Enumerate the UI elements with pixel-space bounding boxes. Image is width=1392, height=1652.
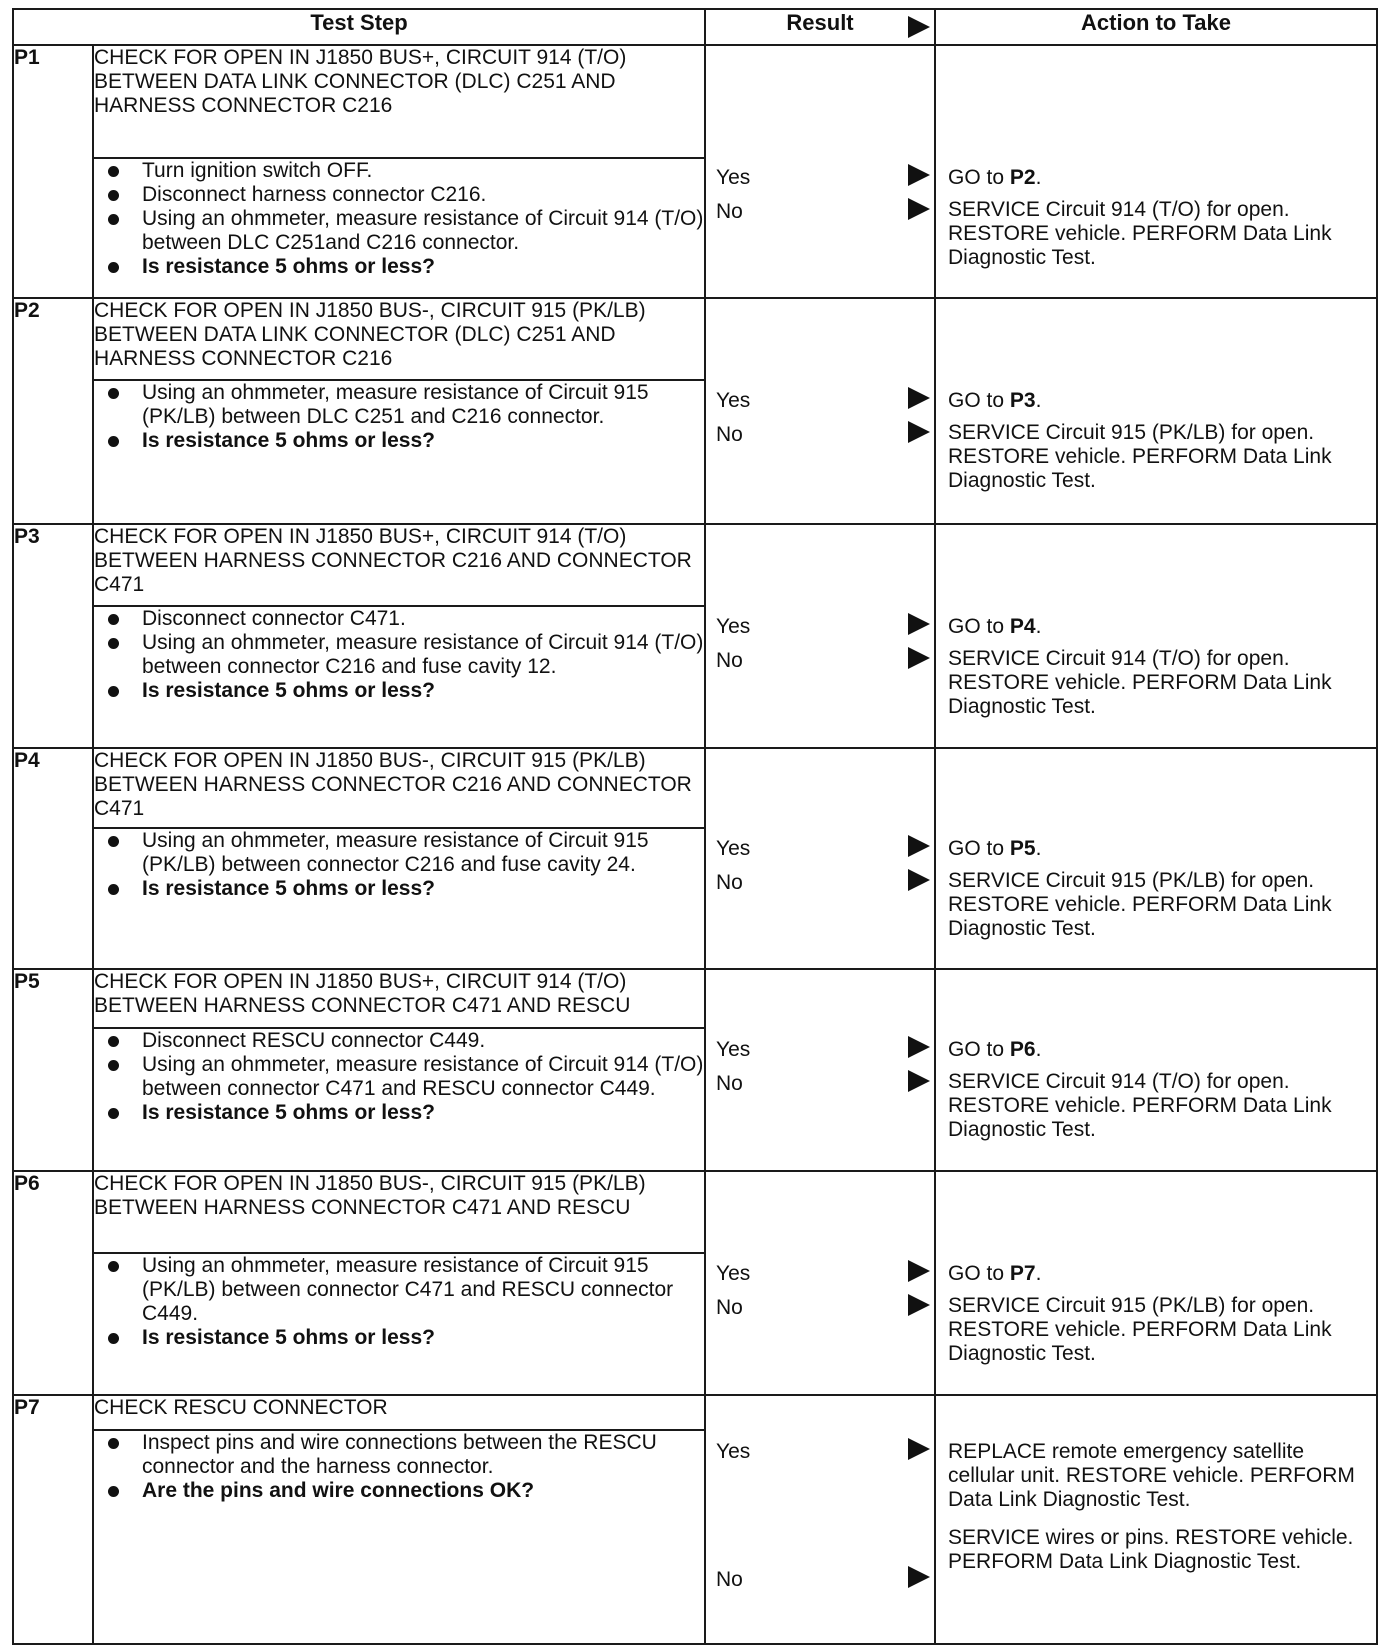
result-no [716, 869, 934, 903]
action-yes [948, 1440, 1368, 1512]
arrow-icon [908, 16, 930, 38]
action-options [948, 615, 1368, 719]
action-yes-suffix: . [1035, 166, 1042, 189]
arrow-icon [908, 387, 930, 409]
step-question: Are the pins and wire connections OK? [94, 1479, 704, 1503]
step-title: CHECK FOR OPEN IN J1850 BUS+, CIRCUIT 914 (T/O) BETWEEN HARNESS CONNECTOR C471 AND RESCU [93, 969, 705, 1028]
result-cell [705, 1171, 935, 1394]
instruction-item: Disconnect RESCU connector C449. [94, 1029, 704, 1053]
step-question: Is resistance 5 ohms or less? [94, 255, 704, 279]
step-question: Is resistance 5 ohms or less? [94, 429, 704, 453]
action-yes-suffix: . [1035, 1262, 1042, 1286]
result-yes-label: Yes [716, 1037, 751, 1061]
arrow-icon [908, 1566, 930, 1588]
action-no: SERVICE Circuit 914 (T/O) for open. RESTORE vehicle. PERFORM Data Link Diagnostic Test. [948, 646, 1332, 718]
action-cell [935, 748, 1377, 968]
action-options [948, 389, 1368, 493]
step-number: P5 [13, 969, 93, 1172]
action-no: SERVICE Circuit 914 (T/O) for open. RESTORE vehicle. PERFORM Data Link Diagnostic Test. [948, 1069, 1332, 1141]
step-number: P2 [13, 298, 93, 524]
arrow-icon [908, 164, 930, 186]
arrow-icon [908, 1260, 930, 1282]
instruction-item: Using an ohmmeter, measure resistance of Circuit 914 (T/O) between DLC C251and C216 connector. [94, 207, 704, 255]
action-yes-ref: P4 [1009, 614, 1036, 638]
step-instructions [93, 606, 705, 748]
result-no [716, 198, 934, 232]
header-action: Action to Take [935, 9, 1377, 45]
action-yes-ref: P3 [1009, 389, 1036, 413]
header-result-label: Result [786, 10, 854, 35]
result-no [716, 1070, 934, 1104]
instruction-list [94, 1254, 704, 1350]
instruction-item: Inspect pins and wire connections between the RESCU connector and the harness connector. [94, 1431, 704, 1479]
instruction-item: Using an ohmmeter, measure resistance of Circuit 915 (PK/LB) between connector C471 and RESCU connector C449. [94, 1254, 704, 1326]
instruction-item: Using an ohmmeter, measure resistance of Circuit 914 (T/O) between connector C216 and fuse cavity 12. [94, 631, 704, 679]
result-no [716, 1566, 934, 1600]
instruction-list [94, 829, 704, 901]
action-no: SERVICE Circuit 914 (T/O) for open. RESTORE vehicle. PERFORM Data Link Diagnostic Test. [948, 198, 1332, 269]
action-no: SERVICE wires or pins. RESTORE vehicle. PERFORM Data Link Diagnostic Test. [948, 1525, 1354, 1573]
result-cell [705, 748, 935, 968]
result-options [716, 1260, 934, 1328]
action-yes-text: REPLACE remote emergency satellite cellular unit. RESTORE vehicle. PERFORM Data Link Diagnostic Test. [948, 1439, 1355, 1511]
arrow-icon [908, 1294, 930, 1316]
action-yes-suffix: . [1035, 614, 1042, 638]
result-yes [716, 387, 934, 421]
step-number: P1 [13, 45, 93, 298]
instruction-list [94, 607, 704, 703]
result-cell [705, 1395, 935, 1644]
action-yes-suffix: . [1035, 389, 1042, 413]
action-no: SERVICE Circuit 915 (PK/LB) for open. RESTORE vehicle. PERFORM Data Link Diagnostic Test. [948, 421, 1332, 493]
result-yes [716, 1438, 934, 1472]
step-number: P3 [13, 524, 93, 748]
step-instructions [93, 828, 705, 968]
result-yes-label: Yes [716, 837, 751, 861]
arrow-icon [908, 198, 930, 220]
instruction-item: Using an ohmmeter, measure resistance of Circuit 914 (T/O) between connector C471 and RESCU connector C449. [94, 1053, 704, 1101]
result-no-label: No [716, 1296, 743, 1320]
action-yes-ref: P6 [1009, 1037, 1036, 1061]
instruction-list [94, 159, 704, 279]
action-yes-text: GO to [948, 837, 1010, 861]
step-title: CHECK FOR OPEN IN J1850 BUS-, CIRCUIT 915 (PK/LB) BETWEEN HARNESS CONNECTOR C216 AND CONNECTOR C471 [93, 748, 705, 828]
action-yes-text: GO to [948, 389, 1010, 413]
action-cell [935, 969, 1377, 1172]
action-yes-ref: P7 [1009, 1262, 1036, 1286]
action-options [948, 1038, 1368, 1142]
step-question: Is resistance 5 ohms or less? [94, 1101, 704, 1125]
action-yes-text: GO to [948, 614, 1010, 638]
action-yes [948, 389, 1368, 413]
result-yes [716, 1260, 934, 1294]
arrow-icon [908, 647, 930, 669]
result-no-label: No [716, 1567, 743, 1591]
result-options [716, 1036, 934, 1104]
step-title: CHECK FOR OPEN IN J1850 BUS+, CIRCUIT 914 (T/O) BETWEEN DATA LINK CONNECTOR (DLC) C251 AND HARNESS CONNECTOR C216 [93, 45, 705, 158]
result-yes [716, 1036, 934, 1070]
step-question: Is resistance 5 ohms or less? [94, 1326, 704, 1350]
result-yes-label: Yes [716, 389, 751, 413]
action-yes [948, 615, 1368, 639]
action-yes [948, 1262, 1368, 1286]
action-options [948, 837, 1368, 941]
result-yes-label: Yes [716, 1262, 751, 1286]
result-no [716, 421, 934, 455]
instruction-item: Using an ohmmeter, measure resistance of Circuit 915 (PK/LB) between DLC C251 and C216 connector. [94, 381, 704, 429]
arrow-icon [908, 1036, 930, 1058]
instruction-item: Turn ignition switch OFF. [94, 159, 704, 183]
instruction-list [94, 381, 704, 453]
step-instructions [93, 1253, 705, 1394]
action-yes-ref: P5 [1009, 837, 1036, 861]
action-cell [935, 1395, 1377, 1644]
result-yes-label: Yes [716, 166, 751, 189]
result-yes [716, 613, 934, 647]
action-yes-suffix: . [1035, 1037, 1042, 1061]
step-instructions [93, 1430, 705, 1644]
action-yes-ref: P2 [1009, 166, 1036, 189]
arrow-icon [908, 1070, 930, 1092]
instruction-item: Using an ohmmeter, measure resistance of Circuit 915 (PK/LB) between connector C216 and fuse cavity 24. [94, 829, 704, 877]
arrow-icon [908, 421, 930, 443]
action-options [948, 1440, 1368, 1574]
result-options [716, 164, 934, 232]
action-yes-text: GO to [948, 1262, 1010, 1286]
instruction-list [94, 1029, 704, 1125]
result-options [716, 613, 934, 681]
action-no: SERVICE Circuit 915 (PK/LB) for open. RESTORE vehicle. PERFORM Data Link Diagnostic Test. [948, 1294, 1332, 1366]
step-title: CHECK RESCU CONNECTOR [93, 1395, 705, 1430]
action-yes-text: GO to [948, 1037, 1010, 1061]
action-yes [948, 837, 1368, 861]
instruction-item: Disconnect connector C471. [94, 607, 704, 631]
action-cell [935, 45, 1377, 298]
result-cell [705, 45, 935, 298]
instruction-item: Disconnect harness connector C216. [94, 183, 704, 207]
result-no-label: No [716, 200, 743, 223]
step-question: Is resistance 5 ohms or less? [94, 679, 704, 703]
diagnostic-table [12, 8, 1376, 1645]
result-no [716, 1294, 934, 1328]
arrow-icon [908, 613, 930, 635]
action-options [948, 166, 1368, 270]
step-number: P6 [13, 1171, 93, 1394]
result-options [716, 835, 934, 903]
arrow-icon [908, 869, 930, 891]
step-instructions [93, 158, 705, 298]
header-test-step: Test Step [13, 9, 705, 45]
result-no-label: No [716, 871, 743, 895]
result-cell [705, 969, 935, 1172]
action-yes-suffix: . [1035, 837, 1042, 861]
result-yes [716, 835, 934, 869]
result-yes-label: Yes [716, 1439, 751, 1463]
instruction-list [94, 1431, 704, 1503]
result-options [716, 1438, 934, 1600]
step-instructions [93, 1028, 705, 1172]
step-title: CHECK FOR OPEN IN J1850 BUS-, CIRCUIT 915 (PK/LB) BETWEEN DATA LINK CONNECTOR (DLC) C251 AND HARNESS CONNECTOR C216 [93, 298, 705, 380]
action-cell [935, 298, 1377, 524]
action-yes [948, 166, 1368, 190]
result-options [716, 387, 934, 455]
result-yes-label: Yes [716, 614, 751, 638]
step-title: CHECK FOR OPEN IN J1850 BUS-, CIRCUIT 915 (PK/LB) BETWEEN HARNESS CONNECTOR C471 AND RESCU [93, 1171, 705, 1253]
result-cell [705, 298, 935, 524]
result-no-label: No [716, 423, 743, 447]
header-result [705, 9, 935, 45]
action-cell [935, 1171, 1377, 1394]
step-number: P7 [13, 1395, 93, 1644]
result-no-label: No [716, 648, 743, 672]
step-title: CHECK FOR OPEN IN J1850 BUS+, CIRCUIT 914 (T/O) BETWEEN HARNESS CONNECTOR C216 AND CONNECTOR C471 [93, 524, 705, 606]
result-no [716, 647, 934, 681]
action-no: SERVICE Circuit 915 (PK/LB) for open. RESTORE vehicle. PERFORM Data Link Diagnostic Test. [948, 869, 1332, 941]
action-cell [935, 524, 1377, 748]
step-number: P4 [13, 748, 93, 968]
step-question: Is resistance 5 ohms or less? [94, 877, 704, 901]
action-yes [948, 1038, 1368, 1062]
result-no-label: No [716, 1071, 743, 1095]
action-options [948, 1262, 1368, 1366]
step-instructions [93, 380, 705, 524]
result-cell [705, 524, 935, 748]
arrow-icon [908, 835, 930, 857]
arrow-icon [908, 1438, 930, 1460]
action-yes-text: GO to [948, 166, 1010, 189]
result-yes [716, 164, 934, 198]
